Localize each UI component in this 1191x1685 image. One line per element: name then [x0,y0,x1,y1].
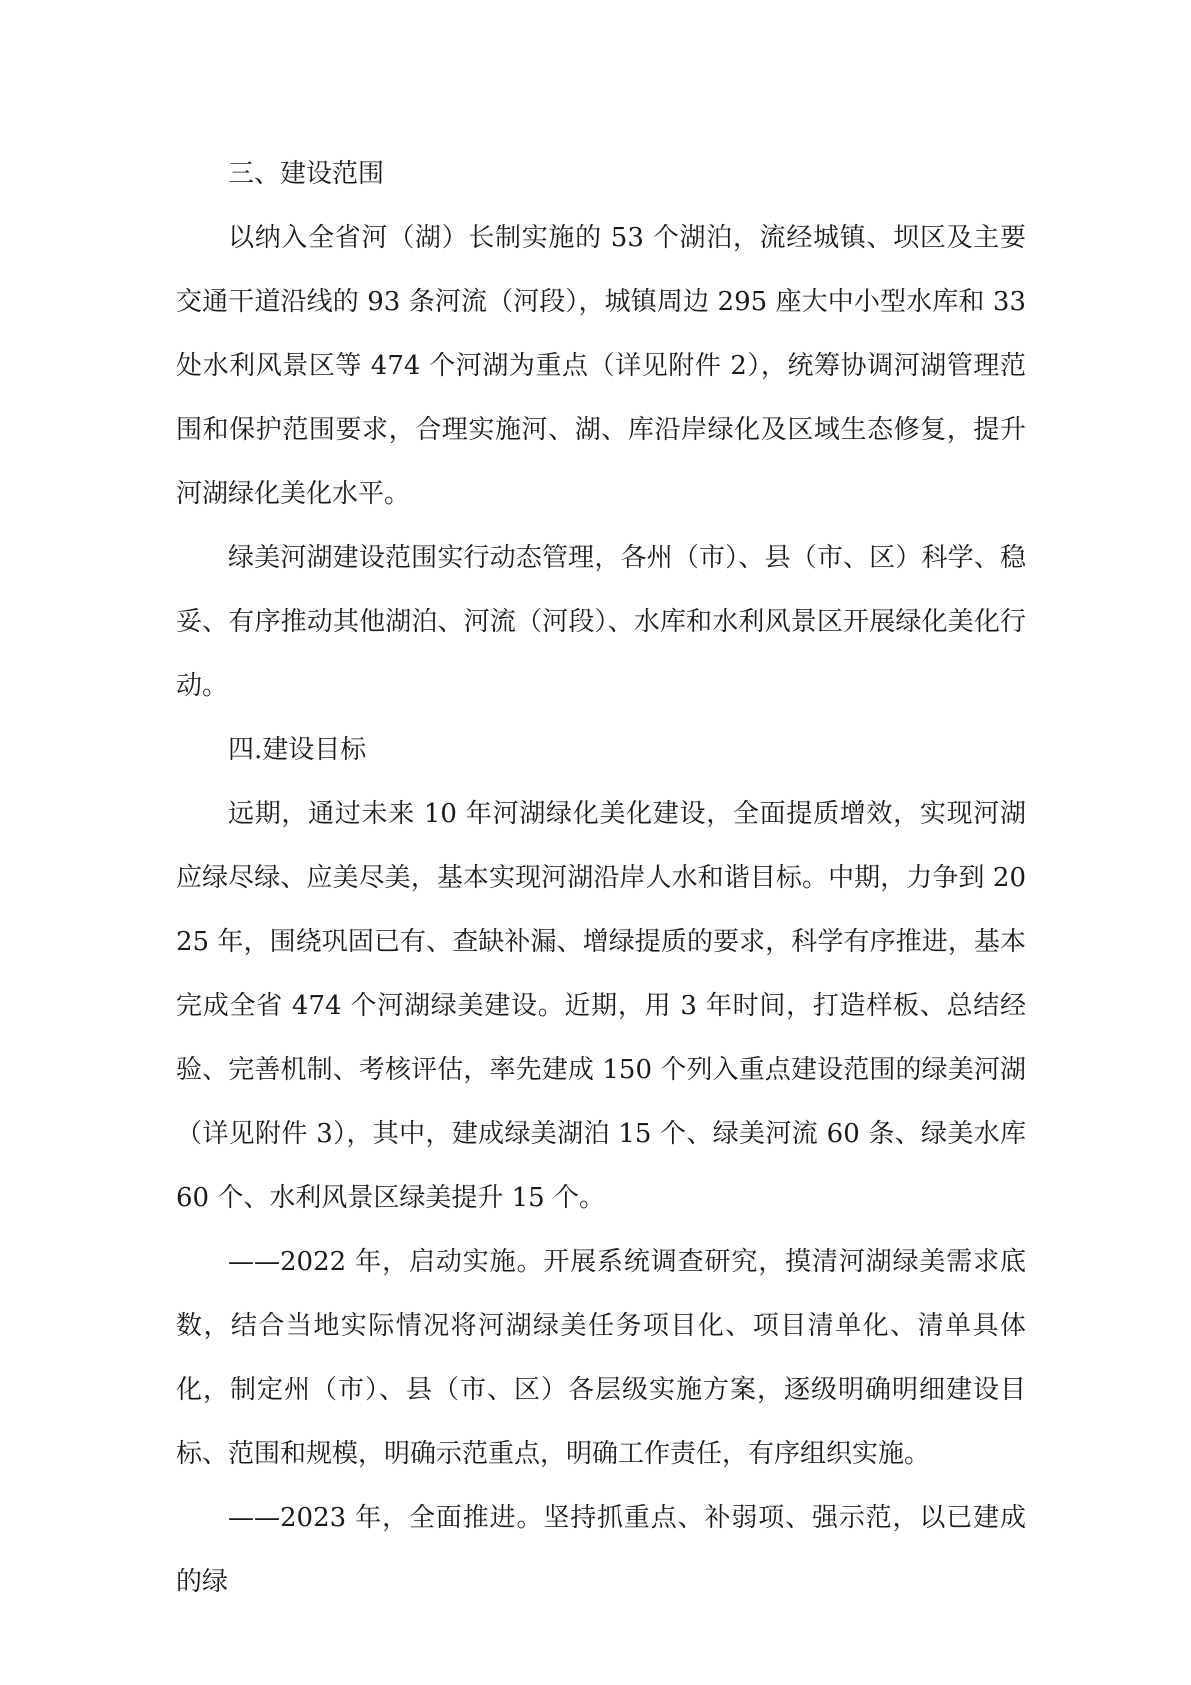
document-body [176,142,1026,1614]
paragraph-goals-2022: ——2022 年，启动实施。开展系统调查研究，摸清河湖绿美需求底数，结合当地实际情况将河湖绿美任务项目化、项目清单化、清单具体化，制定州（市）、县（市、区）各层级实施方案，逐级明确明细建设目标、范围和规模，明确示范重点，明确工作责任，有序组织实施。 [176,1247,1026,1469]
paragraph-scope-key-rivers: 以纳入全省河（湖）长制实施的 53 个湖泊，流经城镇、坝区及主要交通干道沿线的 93 条河流（河段），城镇周边 295 座大中小型水库和 33 处水利风景区等 474 个河湖为重点（详见附件 2），统筹协调河湖管理范围和保护范围要求，合理实施河、湖、库沿岸绿化及区域生态修复，提升河湖绿化美化水平。 [176,223,1026,509]
paragraph-scope-dynamic-management: 绿美河湖建设范围实行动态管理，各州（市）、县（市、区）科学、稳妥、有序推动其他湖泊、河流（河段）、水库和水利风景区开展绿化美化行动。 [176,543,1026,701]
section-heading-scope: 三、建设范围 [228,159,385,189]
paragraph-goals-2023: ——2023 年，全面推进。坚持抓重点、补弱项、强示范，以已建成的绿 [176,1503,1026,1597]
paragraph-goals-overview: 远期，通过未来 10 年河湖绿化美化建设，全面提质增效，实现河湖应绿尽绿、应美尽美，基本实现河湖沿岸人水和谐目标。中期，力争到 2025 年，围绕巩固已有、查缺补漏、增绿提质的要求，科学有序推进，基本完成全省 474 个河湖绿美建设。近期，用 3 年时间，打造样板、总结经验、完善机制、考核评估，率先建成 150 个列入重点建设范围的绿美河湖（详见附件 3），其中，建成绿美湖泊 15 个、绿美河流 60 条、绿美水库 60 个、水利风景区绿美提升 15 个。 [176,799,1026,1213]
section-heading-goals: 四.建设目标 [228,735,367,765]
